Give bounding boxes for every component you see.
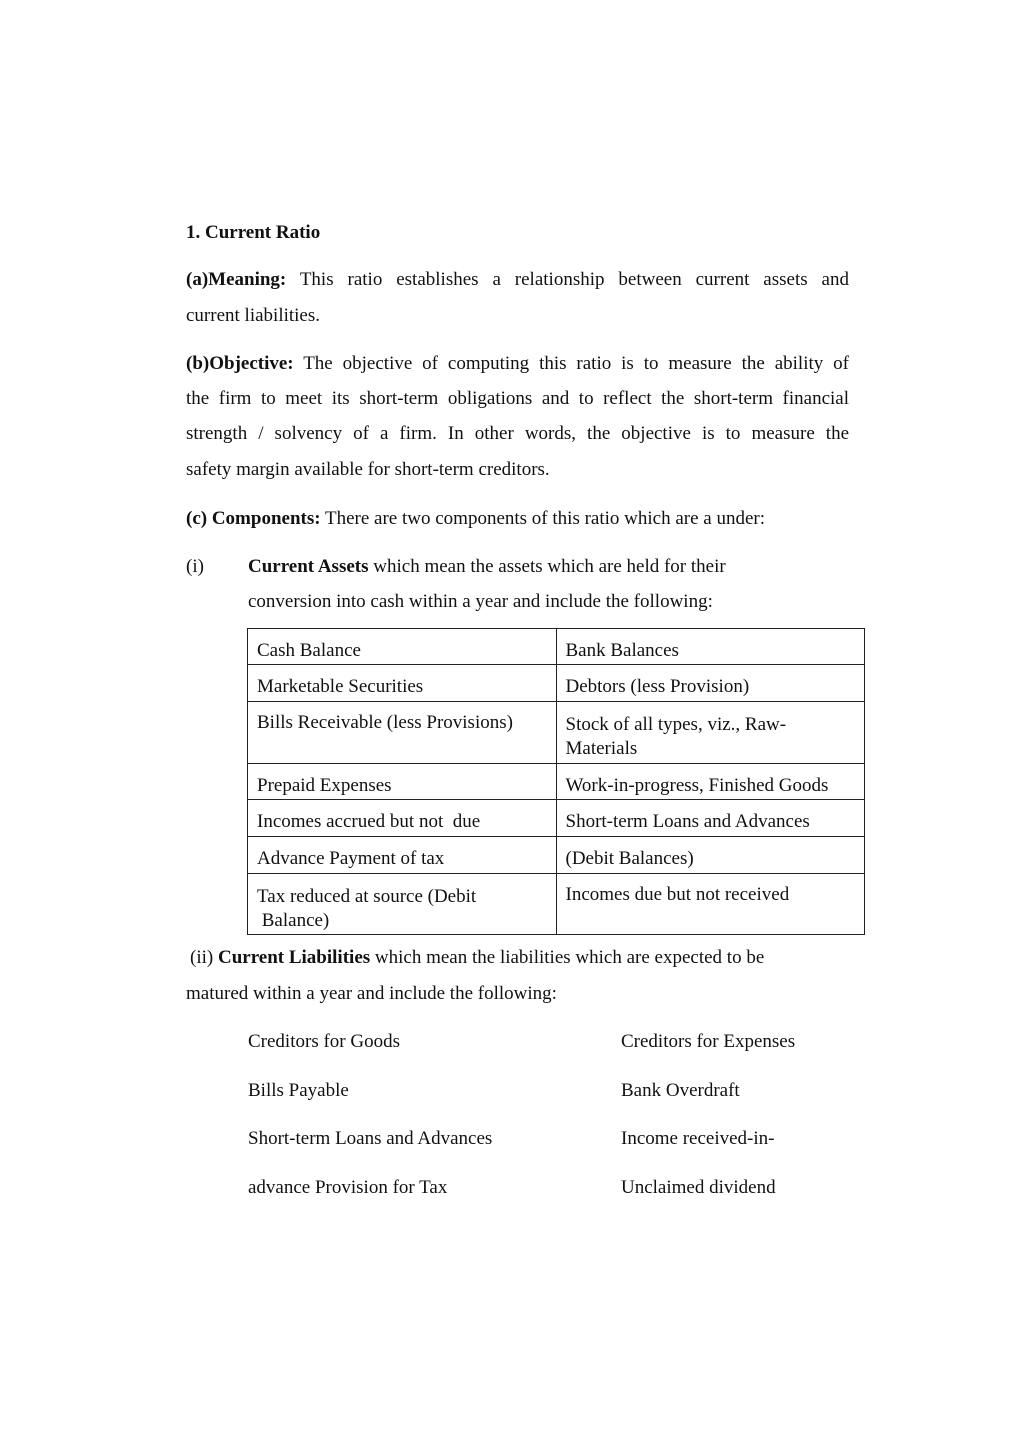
objective-line-2: the firm to meet its short-term obligations and to reflect the short-term financial (186, 388, 849, 409)
liability-right-item: Creditors for Expenses (621, 1031, 796, 1052)
liabilities-text-1: which mean the liabilities which are expected to be (374, 947, 765, 968)
assets-table-cell: Short-term Loans and Advances (556, 800, 865, 837)
liabilities-line-1 (190, 947, 764, 969)
assets-table-row (248, 629, 865, 665)
assets-table-row (248, 837, 865, 874)
liability-left-item: advance Provision for Tax (248, 1177, 448, 1198)
assets-table-row (248, 764, 865, 800)
assets-text-1: which mean the assets which are held for their (373, 556, 726, 577)
assets-table-cell: Bills Receivable (less Provisions) (248, 702, 557, 764)
assets-table-cell: Incomes accrued but not due (248, 800, 557, 837)
assets-label: Current Assets (248, 556, 369, 577)
objective-line-3: strength / solvency of a firm. In other words, the objective is to measure the (186, 423, 849, 444)
assets-line-2: conversion into cash within a year and include the following: (248, 591, 713, 612)
assets-table-cell: Incomes due but not received (556, 874, 865, 935)
current-assets-table (247, 628, 865, 935)
assets-table-cell: Debtors (less Provision) (556, 665, 865, 702)
assets-table-cell: Tax reduced at source (Debit Balance) (248, 874, 557, 935)
objective-line-1 (186, 353, 849, 375)
liability-left-item: Short-term Loans and Advances (248, 1128, 493, 1149)
components-label: (c) Components: (186, 508, 321, 529)
assets-table-cell: Bank Balances (556, 629, 865, 665)
assets-table-cell: Advance Payment of tax (248, 837, 557, 874)
objective-line-4: safety margin available for short-term creditors. (186, 459, 550, 480)
assets-table-cell: Stock of all types, viz., Raw- Materials (556, 702, 865, 764)
components-line (186, 508, 849, 530)
components-text: There are two components of this ratio which are a under: (325, 508, 766, 529)
liability-right-item: Bank Overdraft (621, 1080, 740, 1101)
assets-table-cell: Work-in-progress, Finished Goods (556, 764, 865, 800)
meaning-line-1 (186, 269, 849, 291)
objective-label: (b)Objective: (186, 353, 294, 374)
meaning-label: (a)Meaning: (186, 269, 287, 290)
liabilities-line-2: matured within a year and include the following: (186, 983, 557, 1004)
objective-text-1: The objective of computing this ratio is to measure the ability of (303, 353, 849, 374)
assets-marker: (i) (186, 556, 204, 577)
meaning-line-2: current liabilities. (186, 305, 321, 326)
assets-table-row (248, 665, 865, 702)
assets-table-cell: Prepaid Expenses (248, 764, 557, 800)
liability-left-item: Bills Payable (248, 1080, 349, 1101)
assets-line-1 (248, 556, 726, 578)
liability-left-item: Creditors for Goods (248, 1031, 400, 1052)
assets-table-row (248, 800, 865, 837)
assets-table-row (248, 874, 865, 935)
section-title: 1. Current Ratio (186, 222, 321, 243)
assets-table-cell: Cash Balance (248, 629, 557, 665)
liability-right-item: Unclaimed dividend (621, 1177, 776, 1198)
liabilities-label: Current Liabilities (217, 947, 371, 968)
liabilities-marker: (ii) (190, 947, 214, 968)
meaning-text-1: This ratio establishes a relationship between current assets and (299, 269, 849, 290)
assets-table-cell: (Debit Balances) (556, 837, 865, 874)
liability-right-item: Income received-in- (621, 1128, 775, 1149)
assets-table-cell: Marketable Securities (248, 665, 557, 702)
assets-table-row (248, 702, 865, 764)
